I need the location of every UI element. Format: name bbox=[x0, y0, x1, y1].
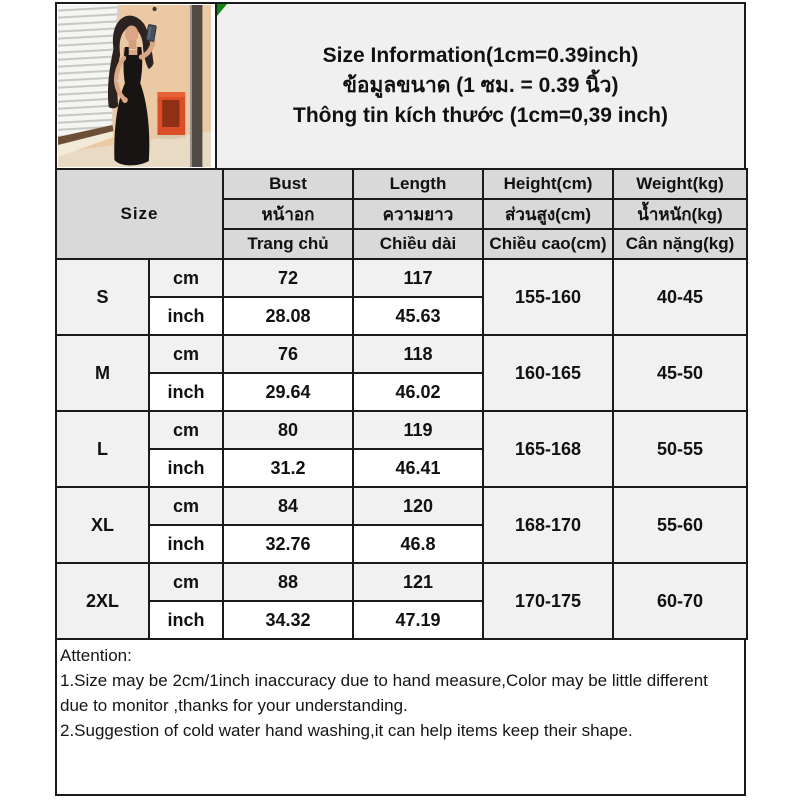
cell-length: 47.19 bbox=[353, 601, 483, 639]
header-weight-vi: Cân nặng(kg) bbox=[613, 229, 747, 259]
header-height-en: Height(cm) bbox=[483, 169, 613, 199]
cell-bust: 84 bbox=[223, 487, 353, 525]
cell-length: 46.02 bbox=[353, 373, 483, 411]
header-weight-en: Weight(kg) bbox=[613, 169, 747, 199]
attention-heading: Attention: bbox=[60, 646, 132, 665]
header-row-en bbox=[56, 169, 747, 199]
red-stool-top bbox=[157, 92, 185, 97]
unit-inch: inch bbox=[149, 373, 223, 411]
neck bbox=[129, 40, 137, 49]
row-l-cm bbox=[56, 411, 747, 449]
size-label: 2XL bbox=[56, 563, 149, 639]
cell-weight-range: 50-55 bbox=[613, 411, 747, 487]
row-xl-cm bbox=[56, 487, 747, 525]
face bbox=[125, 26, 138, 43]
cell-height-range: 170-175 bbox=[483, 563, 613, 639]
cell-bust: 76 bbox=[223, 335, 353, 373]
row-2xl-cm bbox=[56, 563, 747, 601]
attention-box bbox=[55, 640, 746, 796]
cell-bust: 31.2 bbox=[223, 449, 353, 487]
green-corner-marker-icon bbox=[217, 4, 227, 16]
unit-inch: inch bbox=[149, 525, 223, 563]
cell-length: 117 bbox=[353, 259, 483, 297]
unit-inch: inch bbox=[149, 601, 223, 639]
header-weight-th: น้ำหนัก(kg) bbox=[613, 199, 747, 229]
cell-length: 119 bbox=[353, 411, 483, 449]
header-bust-en: Bust bbox=[223, 169, 353, 199]
cell-height-range: 165-168 bbox=[483, 411, 613, 487]
window-blinds bbox=[58, 5, 118, 137]
cell-length: 121 bbox=[353, 563, 483, 601]
unit-cm: cm bbox=[149, 487, 223, 525]
product-photo bbox=[57, 4, 217, 168]
size-label: XL bbox=[56, 487, 149, 563]
unit-cm: cm bbox=[149, 563, 223, 601]
size-label: S bbox=[56, 259, 149, 335]
size-table bbox=[55, 168, 748, 640]
header-height-th: ส่วนสูง(cm) bbox=[483, 199, 613, 229]
cell-length: 120 bbox=[353, 487, 483, 525]
size-label: M bbox=[56, 335, 149, 411]
attention-note-2: 2.Suggestion of cold water hand washing,it can help items keep their shape. bbox=[60, 721, 633, 740]
cell-height-range: 168-170 bbox=[483, 487, 613, 563]
cell-weight-range: 55-60 bbox=[613, 487, 747, 563]
title-th: ข้อมูลขนาด (1 ซม. = 0.39 นิ้ว) bbox=[342, 74, 619, 97]
cell-height-range: 160-165 bbox=[483, 335, 613, 411]
top-section bbox=[55, 2, 746, 168]
unit-cm: cm bbox=[149, 411, 223, 449]
cell-bust: 88 bbox=[223, 563, 353, 601]
unit-inch: inch bbox=[149, 449, 223, 487]
cell-bust: 32.76 bbox=[223, 525, 353, 563]
cell-weight-range: 40-45 bbox=[613, 259, 747, 335]
cell-bust: 80 bbox=[223, 411, 353, 449]
cell-length: 46.8 bbox=[353, 525, 483, 563]
header-bust-vi: Trang chủ bbox=[223, 229, 353, 259]
size-chart-sheet bbox=[55, 2, 746, 796]
title-en: Size Information(1cm=0.39inch) bbox=[322, 44, 639, 67]
cell-height-range: 155-160 bbox=[483, 259, 613, 335]
red-stool-opening bbox=[162, 100, 179, 127]
cell-bust: 72 bbox=[223, 259, 353, 297]
product-photo-illustration bbox=[58, 5, 211, 167]
cell-length: 118 bbox=[353, 335, 483, 373]
header-length-vi: Chiều dài bbox=[353, 229, 483, 259]
attention-note-1: 1.Size may be 2cm/1inch inaccuracy due to hand measure,Color may be little different due to monitor ,thanks for your understanding. bbox=[60, 671, 708, 715]
cell-bust: 29.64 bbox=[223, 373, 353, 411]
unit-cm: cm bbox=[149, 335, 223, 373]
cell-bust: 28.08 bbox=[223, 297, 353, 335]
size-label: L bbox=[56, 411, 149, 487]
row-m-cm bbox=[56, 335, 747, 373]
size-corner-label: Size bbox=[56, 169, 223, 259]
unit-cm: cm bbox=[149, 259, 223, 297]
title-vi: Thông tin kích thước (1cm=0,39 inch) bbox=[293, 104, 668, 127]
header-height-vi: Chiều cao(cm) bbox=[483, 229, 613, 259]
header-bust-th: หน้าอก bbox=[223, 199, 353, 229]
row-s-cm bbox=[56, 259, 747, 297]
header-length-th: ความยาว bbox=[353, 199, 483, 229]
cell-length: 45.63 bbox=[353, 297, 483, 335]
header-length-en: Length bbox=[353, 169, 483, 199]
cell-bust: 34.32 bbox=[223, 601, 353, 639]
cell-length: 46.41 bbox=[353, 449, 483, 487]
title-block bbox=[217, 4, 744, 168]
left-hand bbox=[122, 97, 128, 103]
unit-inch: inch bbox=[149, 297, 223, 335]
cell-weight-range: 45-50 bbox=[613, 335, 747, 411]
cell-weight-range: 60-70 bbox=[613, 563, 747, 639]
door-frame bbox=[192, 5, 203, 167]
ceiling-camera bbox=[152, 7, 156, 11]
door-frame-highlight bbox=[190, 5, 192, 167]
